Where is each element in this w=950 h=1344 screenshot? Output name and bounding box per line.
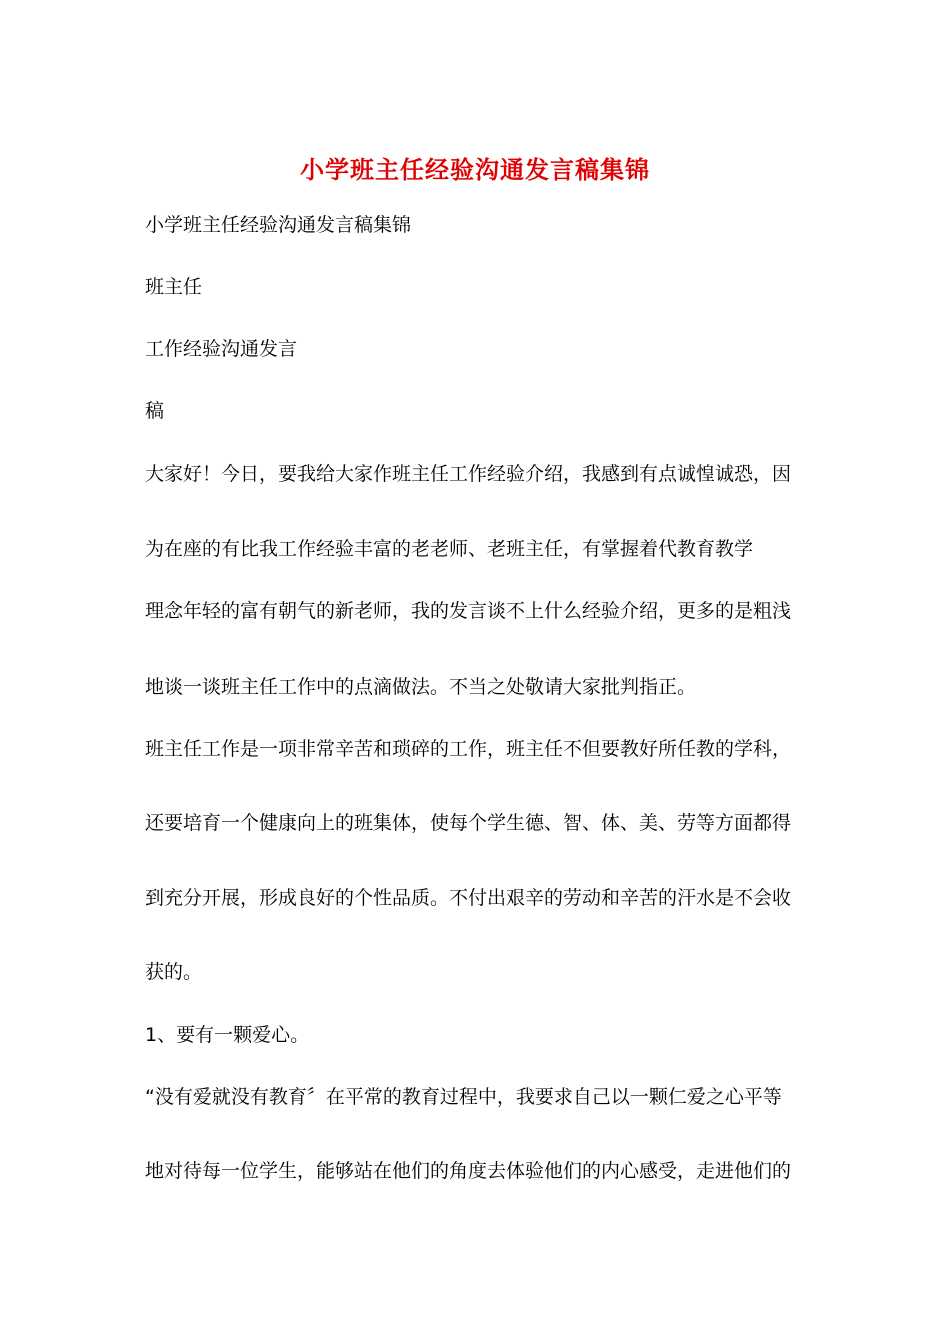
- text-line-heading-2: 工作经验沟通发言: [145, 338, 298, 360]
- paragraph-line: 到充分开展，形成良好的个性品质。不付出艰辛的劳动和辛苦的汗水是不会收: [145, 887, 792, 909]
- paragraph-line: 地对待每一位学生，能够站在他们的角度去体验他们的内心感受，走进他们的: [145, 1160, 792, 1182]
- text-line-subtitle: 小学班主任经验沟通发言稿集锦: [145, 214, 412, 236]
- paragraph-line: 班主任工作是一项非常辛苦和琐碎的工作，班主任不但要教好所任教的学科，: [145, 738, 792, 760]
- paragraph-line: 还要培育一个健康向上的班集体，使每个学生德、智、体、美、劳等方面都得: [145, 812, 792, 834]
- paragraph-line: 大家好！今日，要我给大家作班主任工作经验介绍，我感到有点诚惶诚恐，因: [145, 463, 792, 485]
- text-line-heading-3: 稿: [145, 400, 165, 422]
- paragraph-line: 地谈一谈班主任工作中的点滴做法。不当之处敬请大家批判指正。: [145, 676, 697, 698]
- section-heading: 1、要有一颗爱心。: [145, 1024, 310, 1046]
- paragraph-line: “没有爱就没有教育〞在平常的教育过程中，我要求自己以一颗仁爱之心平等: [145, 1086, 782, 1108]
- paragraph-line: 理念年轻的富有朝气的新老师，我的发言谈不上什么经验介绍，更多的是粗浅: [145, 600, 792, 622]
- paragraph-line: 为在座的有比我工作经验丰富的老老师、老班主任，有掌握着代教育教学: [145, 538, 754, 560]
- document-title: 小学班主任经验沟通发言稿集锦: [300, 155, 650, 184]
- paragraph-line: 获的。: [145, 961, 203, 983]
- text-line-heading-1: 班主任: [145, 276, 203, 298]
